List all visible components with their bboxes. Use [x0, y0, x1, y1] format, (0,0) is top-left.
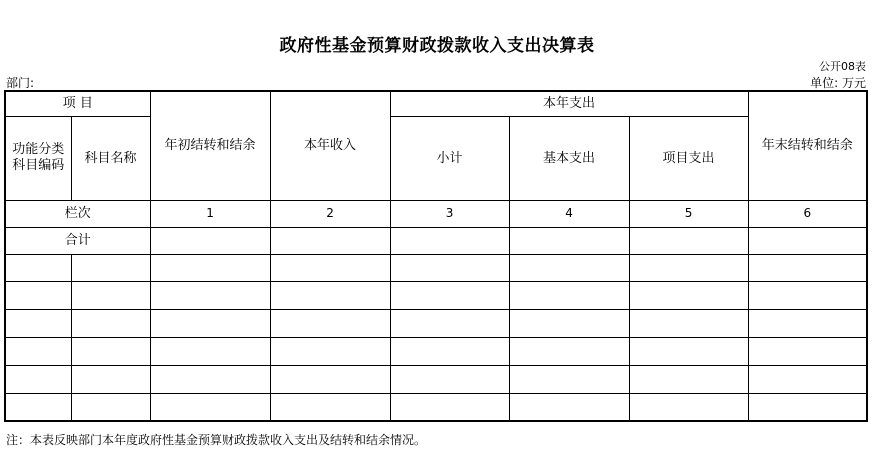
- table-cell: [748, 365, 867, 393]
- header-func-code: [5, 116, 71, 200]
- table-cell: [71, 309, 150, 337]
- table-cell: [150, 309, 270, 337]
- table-cell: [629, 393, 748, 421]
- table-cell: [748, 393, 867, 421]
- table-cell: [150, 393, 270, 421]
- table-cell: [629, 309, 748, 337]
- table-cell: [748, 281, 867, 309]
- table-cell: [5, 254, 71, 281]
- header-current-income: 本年收入: [270, 91, 390, 200]
- header-subject-name: 科目名称: [71, 116, 150, 200]
- table-cell: [150, 281, 270, 309]
- table-cell: [270, 393, 390, 421]
- header-subtotal: 小计: [390, 116, 509, 200]
- table-cell: [748, 337, 867, 365]
- table-cell: [71, 393, 150, 421]
- header-current-expense: 本年支出: [390, 91, 748, 116]
- total-cell: [150, 227, 270, 254]
- table-cell: [629, 365, 748, 393]
- table-cell: [748, 309, 867, 337]
- column-number-2: 2: [270, 200, 390, 227]
- header-basic-expense: 基本支出: [509, 116, 629, 200]
- table-cell: [629, 254, 748, 281]
- table-cell: [509, 254, 629, 281]
- table-row: [5, 281, 867, 309]
- table-cell: [390, 254, 509, 281]
- column-number-1: 1: [150, 200, 270, 227]
- total-row-label: 合计: [5, 227, 150, 254]
- unit-label: 单位: 万元: [810, 76, 866, 90]
- column-number-3: 3: [390, 200, 509, 227]
- table-cell: [270, 254, 390, 281]
- header-beginning-balance: 年初结转和结余: [150, 91, 270, 200]
- table-cell: [629, 281, 748, 309]
- table-cell: [509, 281, 629, 309]
- total-cell: [748, 227, 867, 254]
- table-cell: [150, 337, 270, 365]
- table-cell: [5, 393, 71, 421]
- table-cell: [390, 393, 509, 421]
- page-title: 政府性基金预算财政拨款收入支出决算表: [279, 36, 595, 56]
- table-cell: [71, 254, 150, 281]
- table-cell: [5, 309, 71, 337]
- table-row: [5, 393, 867, 421]
- table-code: 公开08表: [819, 60, 866, 73]
- table-cell: [390, 309, 509, 337]
- column-number-6: 6: [748, 200, 867, 227]
- table-cell: [509, 337, 629, 365]
- table-cell: [748, 254, 867, 281]
- table-cell: [71, 337, 150, 365]
- column-number-label: 栏次: [5, 200, 150, 227]
- header-ending-balance: 年末结转和结余: [748, 91, 867, 200]
- table-cell: [390, 337, 509, 365]
- total-cell: [270, 227, 390, 254]
- table-cell: [270, 337, 390, 365]
- table-cell: [150, 365, 270, 393]
- department-label: 部门:: [6, 76, 35, 90]
- column-number-5: 5: [629, 200, 748, 227]
- table-cell: [270, 365, 390, 393]
- table-cell: [150, 254, 270, 281]
- table-cell: [5, 365, 71, 393]
- table-row: [5, 365, 867, 393]
- header-func-code-text: 功能分类科目编码: [12, 142, 65, 173]
- column-number-4: 4: [509, 200, 629, 227]
- table-cell: [71, 365, 150, 393]
- header-item: 项 目: [5, 91, 150, 116]
- total-cell: [509, 227, 629, 254]
- table-cell: [509, 309, 629, 337]
- table-cell: [390, 281, 509, 309]
- table-cell: [629, 337, 748, 365]
- table-row: [5, 337, 867, 365]
- table-cell: [270, 309, 390, 337]
- header-project-expense: 项目支出: [629, 116, 748, 200]
- table-row: [5, 309, 867, 337]
- table-row: [5, 254, 867, 281]
- table-cell: [509, 393, 629, 421]
- table-cell: [5, 281, 71, 309]
- total-cell: [629, 227, 748, 254]
- table-cell: [509, 365, 629, 393]
- table-cell: [390, 365, 509, 393]
- table-cell: [5, 337, 71, 365]
- footnote: 注：本表反映部门本年度政府性基金预算财政拨款收入支出及结转和结余情况。: [6, 433, 427, 447]
- total-cell: [390, 227, 509, 254]
- budget-table: [4, 90, 868, 422]
- table-cell: [71, 281, 150, 309]
- table-cell: [270, 281, 390, 309]
